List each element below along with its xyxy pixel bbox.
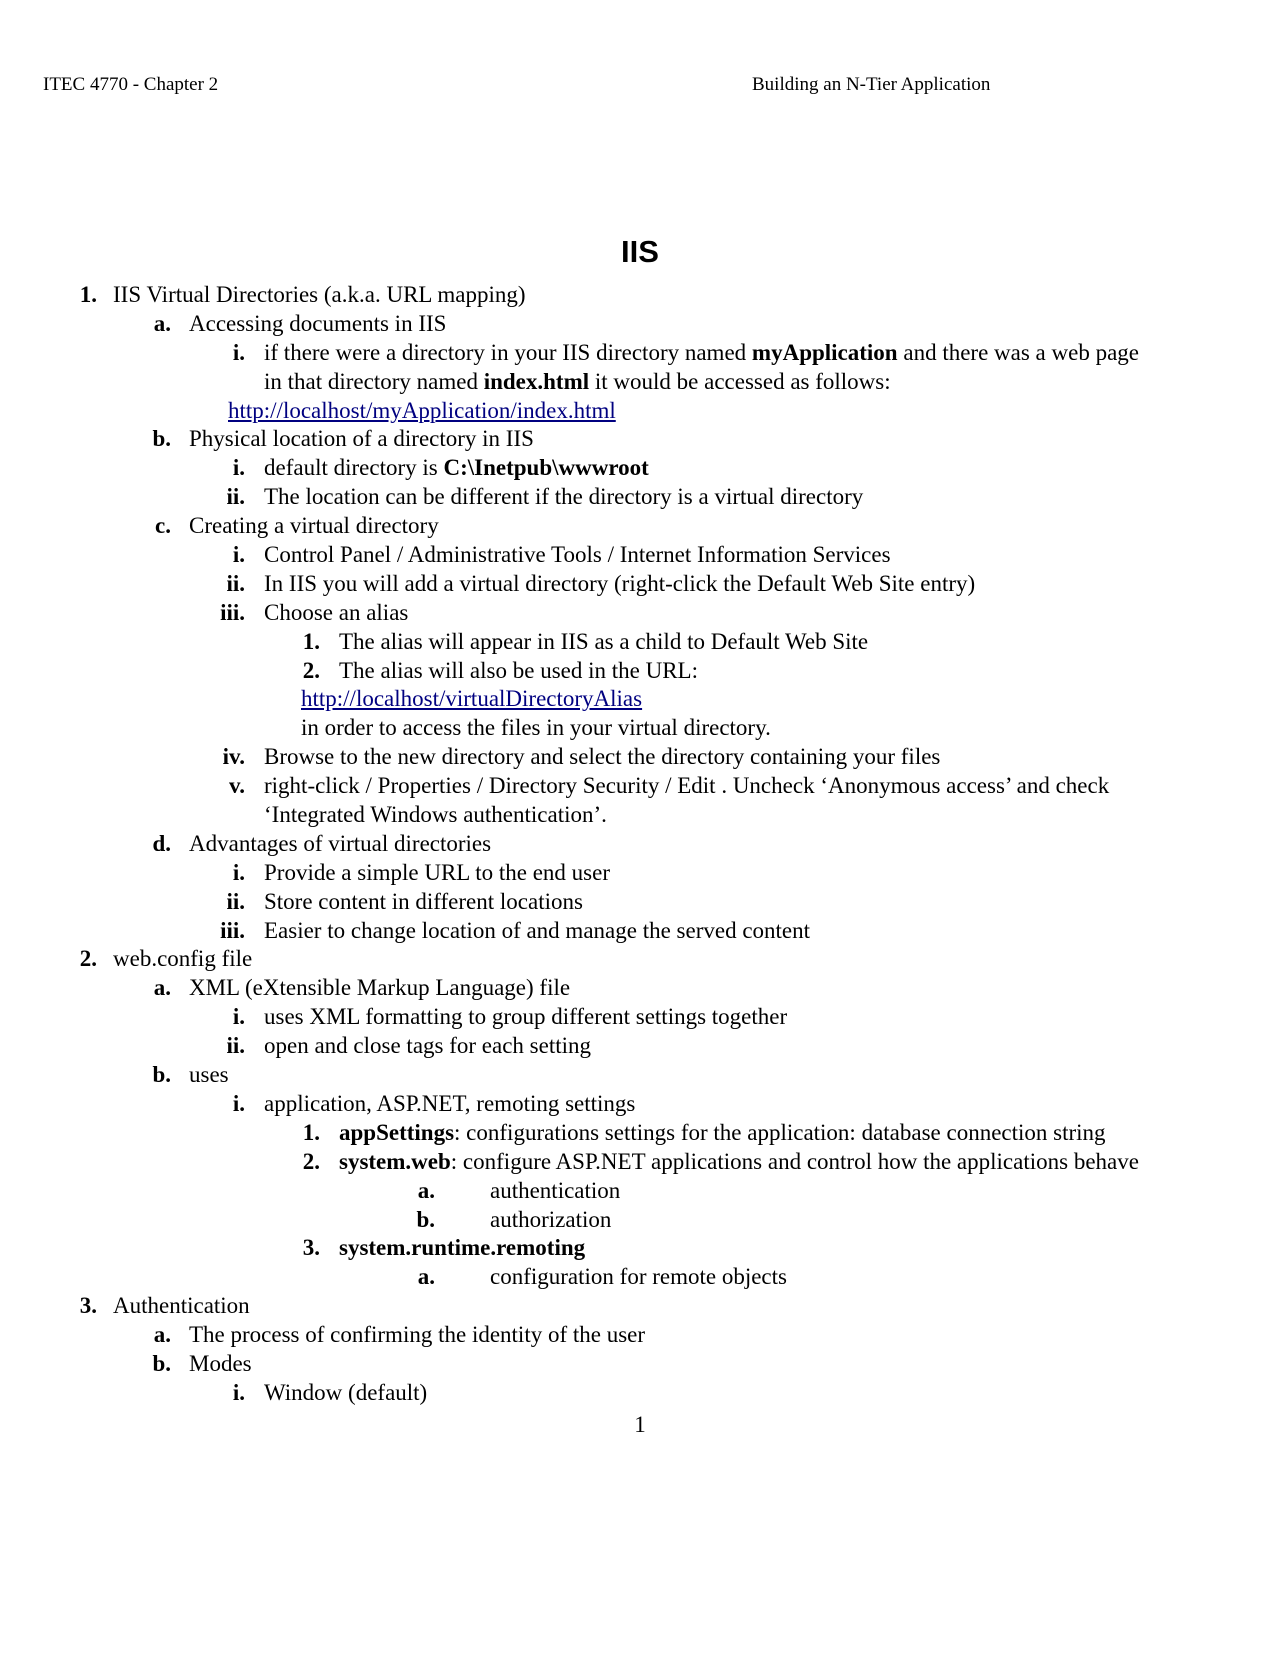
outline-item	[0, 917, 1280, 946]
list-item-text: application, ASP.NET, remoting settings	[264, 1090, 636, 1116]
outline-item	[0, 512, 1280, 541]
list-item-text: configuration for remote objects	[490, 1264, 787, 1290]
outline-item	[0, 1379, 1280, 1408]
list-marker: ii.	[226, 888, 245, 914]
list-item-text: uses	[189, 1062, 229, 1088]
list-marker: i.	[232, 339, 245, 365]
list-item-text: Easier to change location of and manage the served content	[264, 917, 811, 943]
list-item-text	[264, 339, 1139, 368]
text-run: default directory is	[264, 455, 444, 481]
outline-item	[0, 830, 1280, 859]
list-item-text: IIS Virtual Directories (a.k.a. URL mapping)	[113, 282, 526, 307]
page-title: IIS	[621, 234, 659, 269]
list-marker: i.	[232, 1090, 245, 1116]
outline-item-continuation	[0, 801, 1280, 830]
list-marker: 2.	[79, 946, 97, 972]
outline-item	[0, 1350, 1280, 1379]
myapplication-index-link[interactable]: http://localhost/myApplication/index.html	[228, 397, 616, 423]
list-marker: a.	[153, 975, 171, 1001]
virtual-directory-alias-link[interactable]: http://localhost/virtualDirectoryAlias	[301, 686, 643, 712]
outline-item	[0, 657, 1280, 686]
link-wrap	[301, 685, 642, 714]
outline-item	[0, 1090, 1280, 1119]
list-marker: b.	[152, 1062, 171, 1088]
link-wrap	[228, 397, 616, 426]
list-marker: i.	[232, 455, 245, 481]
list-item-text: Browse to the new directory and select the directory containing your files	[264, 744, 941, 770]
bold-text: appSettings	[339, 1119, 455, 1145]
outline-item	[0, 772, 1280, 801]
list-marker: b.	[152, 426, 171, 452]
list-marker: a.	[417, 1177, 435, 1203]
outline	[0, 281, 1280, 1408]
list-item-text: uses XML formatting to group different settings together	[264, 1004, 788, 1030]
text-run: in that directory named	[264, 368, 484, 394]
list-marker: 1.	[302, 628, 320, 654]
list-item-text: Modes	[189, 1350, 252, 1376]
outline-item	[0, 454, 1280, 483]
list-marker: ii.	[226, 1033, 245, 1059]
list-item-text: The process of confirming the identity of the user	[189, 1322, 646, 1348]
list-item-text: Advantages of virtual directories	[189, 830, 492, 856]
text-run: it would be accessed as follows:	[589, 368, 891, 394]
outline-item	[0, 339, 1280, 368]
list-item-text: Authentication	[113, 1293, 250, 1319]
bold-text: system.web	[339, 1148, 451, 1174]
list-item-text	[339, 1234, 585, 1263]
list-marker: a.	[417, 1264, 435, 1290]
list-item-text: Accessing documents in IIS	[189, 310, 447, 336]
list-item-text: Choose an alias	[264, 599, 409, 625]
list-marker: c.	[155, 513, 171, 539]
outline-item	[0, 888, 1280, 917]
outline-item-continuation	[0, 397, 1280, 426]
outline-item-continuation	[0, 368, 1280, 397]
list-item-text: The alias will appear in IIS as a child to Default Web Site	[339, 628, 869, 654]
list-item-text: Provide a simple URL to the end user	[264, 859, 610, 885]
list-marker: i.	[232, 1379, 245, 1405]
outline-item	[0, 859, 1280, 888]
list-marker: 3.	[79, 1293, 97, 1319]
text-run: if there were a directory in your IIS directory named	[264, 339, 752, 365]
list-marker: iv.	[222, 744, 245, 770]
list-item-text	[264, 454, 649, 483]
list-marker: i.	[232, 859, 245, 885]
outline-item	[0, 1292, 1280, 1321]
text-run: and there was a web page	[897, 339, 1139, 365]
list-marker: b.	[152, 1350, 171, 1376]
list-marker: ii.	[226, 484, 245, 510]
outline-item-continuation	[0, 714, 1280, 743]
outline-item	[0, 425, 1280, 454]
list-item-text: Creating a virtual directory	[189, 513, 439, 539]
list-item-text: in order to access the files in your virtual directory.	[301, 715, 771, 741]
list-marker: ii.	[226, 570, 245, 596]
list-marker: v.	[229, 773, 245, 799]
list-item-text: Window (default)	[264, 1379, 428, 1405]
list-marker: 2.	[302, 657, 320, 683]
list-item-text: Control Panel / Administrative Tools / Internet Information Services	[264, 542, 891, 568]
list-marker: iii.	[220, 917, 245, 943]
header-right: Building an N-Tier Application	[752, 74, 991, 95]
list-item-text: authorization	[490, 1206, 612, 1232]
list-item-text: In IIS you will add a virtual directory (right-click the Default Web Site entry)	[264, 570, 976, 596]
list-item-text: XML (eXtensible Markup Language) file	[189, 975, 571, 1001]
list-item-text: authentication	[490, 1177, 621, 1203]
list-marker: d.	[152, 830, 171, 856]
outline-item	[0, 570, 1280, 599]
outline-item	[0, 281, 1280, 310]
list-marker: iii.	[220, 599, 245, 625]
list-item-text	[339, 1148, 1139, 1177]
list-marker: a.	[153, 310, 171, 336]
header-left: ITEC 4770 - Chapter 2	[43, 74, 219, 95]
outline-item	[0, 1003, 1280, 1032]
list-marker: i.	[232, 1004, 245, 1030]
outline-item	[0, 599, 1280, 628]
list-marker: 1.	[302, 1119, 320, 1145]
outline-item	[0, 1032, 1280, 1061]
bold-text: C:\Inetpub\wwwroot	[443, 455, 649, 481]
outline-item	[0, 1061, 1280, 1090]
list-marker: 3.	[302, 1235, 320, 1261]
outline-item	[0, 1263, 1280, 1292]
outline-item	[0, 1321, 1280, 1350]
list-item-text: right-click / Properties / Directory Security / Edit . Uncheck ‘Anonymous access’ and check	[264, 773, 1110, 799]
list-item-text: The alias will also be used in the URL:	[339, 657, 698, 683]
text-run: : configurations settings for the application: database connection string	[454, 1119, 1106, 1145]
list-item-text: The location can be different if the directory is a virtual directory	[264, 484, 864, 510]
list-item-text: open and close tags for each setting	[264, 1033, 591, 1059]
list-item-text	[339, 1119, 1106, 1148]
page-number: 1	[634, 1412, 646, 1437]
list-item-text: web.config file	[113, 946, 253, 972]
text-run: : configure ASP.NET applications and control how the applications behave	[450, 1148, 1139, 1174]
list-item-text: ‘Integrated Windows authentication’.	[264, 802, 607, 828]
bold-text: myApplication	[751, 339, 898, 365]
outline-item	[0, 974, 1280, 1003]
list-marker: a.	[153, 1322, 171, 1348]
outline-item	[0, 945, 1280, 974]
outline-item	[0, 1234, 1280, 1263]
outline-item	[0, 743, 1280, 772]
list-item-text: Store content in different locations	[264, 888, 583, 914]
list-item-text: Physical location of a directory in IIS	[189, 426, 534, 452]
outline-item	[0, 483, 1280, 512]
outline-item	[0, 1206, 1280, 1235]
outline-item	[0, 310, 1280, 339]
outline-item-continuation	[0, 685, 1280, 714]
outline-item	[0, 1177, 1280, 1206]
bold-text: index.html	[483, 368, 590, 394]
outline-item	[0, 1119, 1280, 1148]
list-marker: 2.	[302, 1148, 320, 1174]
outline-item	[0, 1148, 1280, 1177]
list-marker: i.	[232, 542, 245, 568]
list-marker: b.	[416, 1206, 435, 1232]
list-marker: 1.	[79, 282, 97, 307]
outline-item	[0, 628, 1280, 657]
outline-item	[0, 541, 1280, 570]
list-item-text	[264, 368, 891, 397]
bold-text: system.runtime.remoting	[339, 1235, 586, 1261]
